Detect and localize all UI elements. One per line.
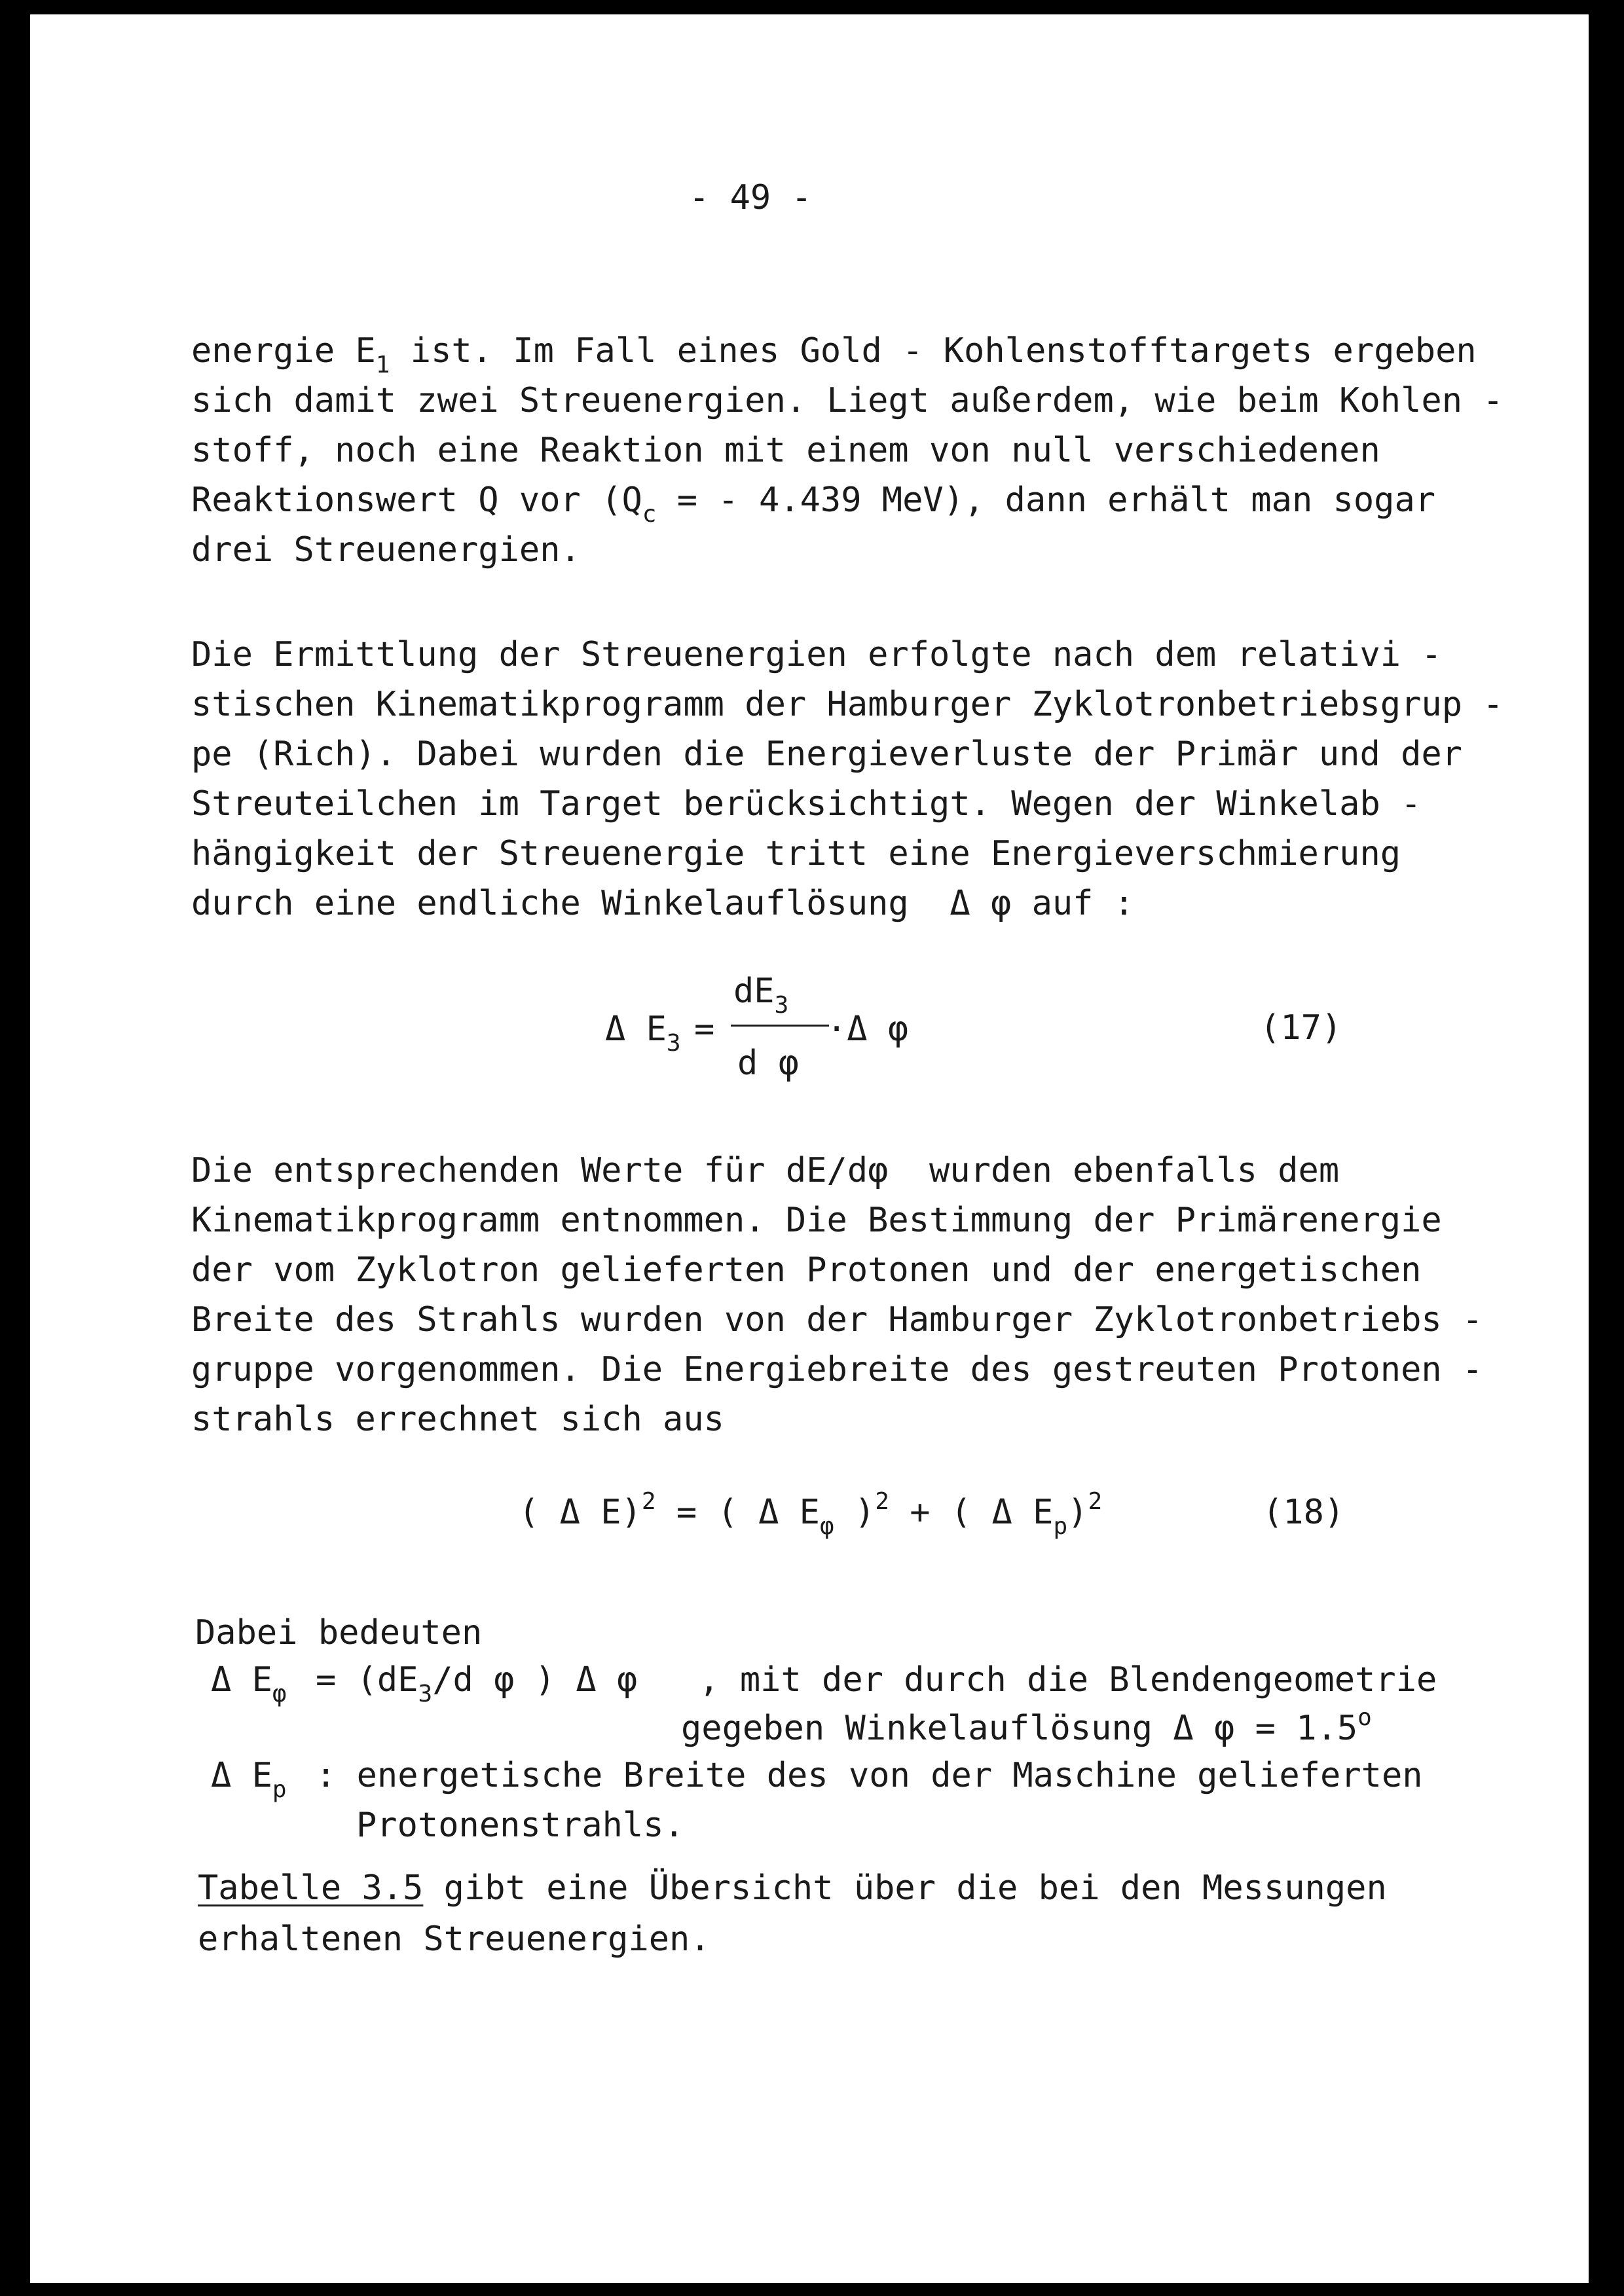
- para2-line: pe (Rich). Dabei wurden die Energieverluste der Primär und der: [191, 735, 1463, 774]
- para3-line: der vom Zyklotron gelieferten Protonen und der energetischen: [191, 1250, 1422, 1290]
- definitions-intro: Dabei bedeuten: [195, 1613, 483, 1652]
- table-reference: Tabelle 3.5: [198, 1868, 424, 1908]
- para3-line: Breite des Strahls wurden von der Hamburger Zyklotronbetriebs -: [191, 1300, 1483, 1339]
- para2-line: Die Ermittlung der Streuenergien erfolgte nach dem relativi -: [191, 635, 1442, 674]
- page-number: - 49 -: [689, 178, 812, 217]
- para1-line2: sich damit zwei Streuenergien. Liegt außerdem, wie beim Kohlen -: [191, 381, 1504, 420]
- eq18-number: (18): [1263, 1493, 1345, 1532]
- para3-line: strahls errechnet sich aus: [191, 1400, 724, 1439]
- eq17-equals: =: [694, 1010, 715, 1049]
- eq17-lhs: Δ $E_3$: [605, 1010, 681, 1057]
- eq17-fraction-bar: [731, 1025, 829, 1027]
- para1-line5: drei Streuenergien.: [191, 530, 581, 570]
- para2-line: hängigkeit der Streuenergie tritt eine Energieverschmierung: [191, 834, 1401, 873]
- eq18-body: ( Δ E)$^2$ = ( Δ $E_\varphi$ )$^2$ + ( Δ $E_p)^2$: [519, 1488, 1103, 1540]
- para2-line: stischen Kinematikprogramm der Hamburger Zyklotronbetriebsgrup -: [191, 685, 1504, 724]
- para1-line4: Reaktionswert Q vor ($Q_c$ = - 4.439 MeV), dann erhält man sogar: [191, 481, 1436, 528]
- definition-2-line2: Protonenstrahls.: [356, 1806, 684, 1845]
- definition-1-text: = ($dE_3/d$ φ ) Δ φ , mit der durch die Blendengeometrie: [316, 1660, 1437, 1707]
- document-page: [30, 14, 1589, 2283]
- eq17-rhs: ·Δ φ: [826, 1010, 909, 1049]
- eq17-numerator: $dE_3$: [733, 972, 789, 1019]
- para3-line: Kinematikprogramm entnommen. Die Bestimmung der Primärenergie: [191, 1201, 1442, 1240]
- para1-line1: energie $E_1$ ist. Im Fall eines Gold - Kohlenstofftargets ergeben: [191, 331, 1477, 378]
- definition-2-symbol: Δ $E_p$: [211, 1756, 287, 1803]
- para2-line: Streuteilchen im Target berücksichtigt. Wegen der Winkelab -: [191, 784, 1422, 824]
- definition-1-symbol: Δ $E_\varphi$: [211, 1660, 287, 1707]
- para3-line: Die entsprechenden Werte für dE/dφ wurden ebenfalls dem: [191, 1151, 1340, 1190]
- eq17-number: (17): [1260, 1008, 1342, 1048]
- para4-line1: Tabelle 3.5 gibt eine Übersicht über die bei den Messungen: [198, 1868, 1387, 1908]
- definition-1-line2: gegeben Winkelauflösung Δ $\varphi = 1.5^o$: [681, 1704, 1372, 1748]
- para4-line2: erhaltenen Streuenergien.: [198, 1920, 710, 1959]
- para3-line: gruppe vorgenommen. Die Energiebreite des gestreuten Protonen -: [191, 1350, 1483, 1389]
- definition-2-text: : energetische Breite des von der Maschine gelieferten: [316, 1756, 1423, 1795]
- para2-line: durch eine endliche Winkelauflösung Δ φ auf :: [191, 884, 1135, 923]
- para1-line3: stoff, noch eine Reaktion mit einem von null verschiedenen: [191, 431, 1380, 470]
- eq17-denominator: d φ: [737, 1044, 799, 1083]
